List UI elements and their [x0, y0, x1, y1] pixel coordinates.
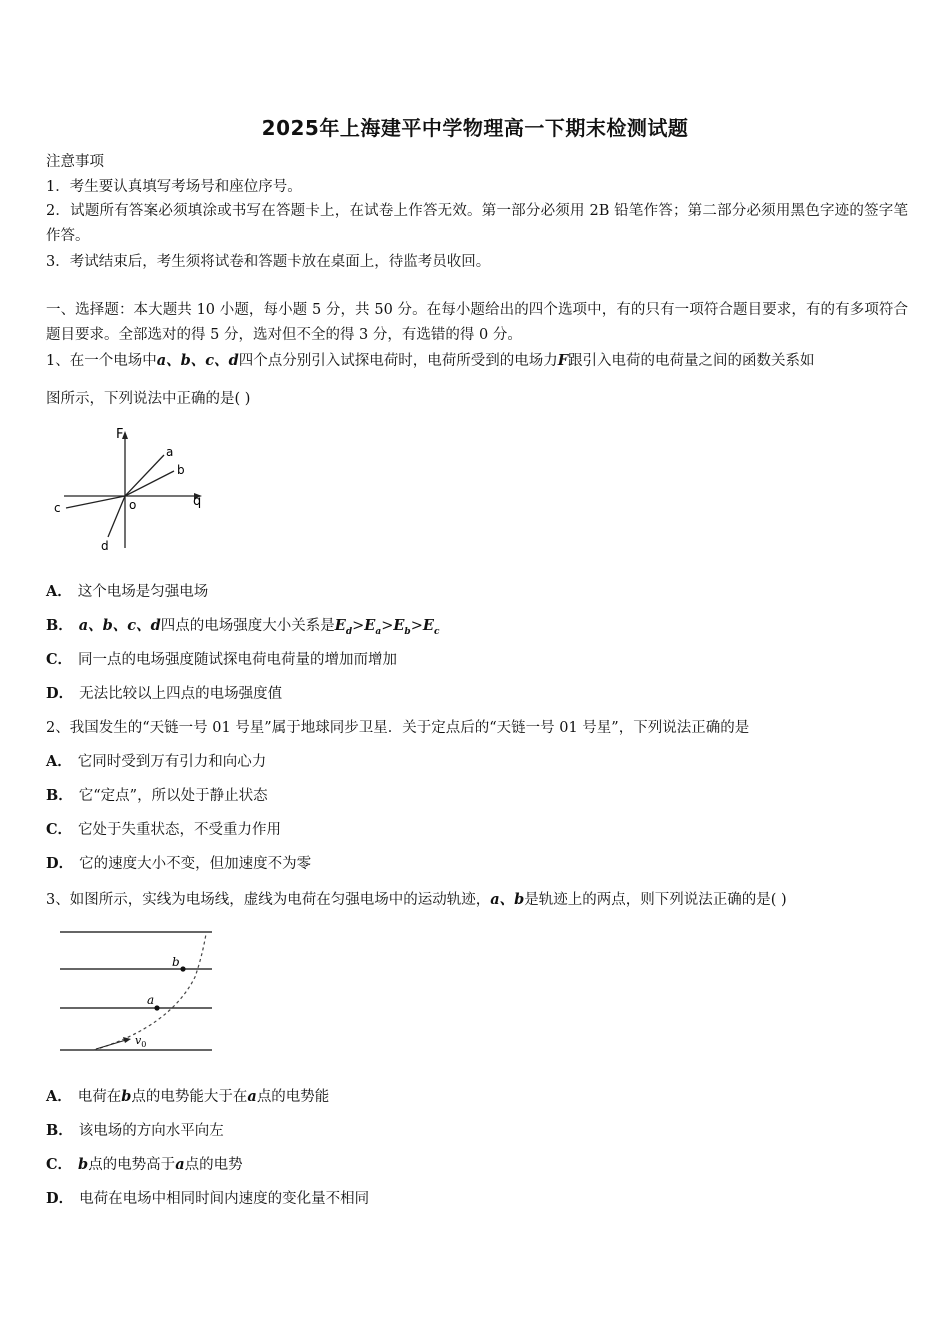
- label-F: F: [116, 427, 124, 442]
- point-a: [154, 1005, 159, 1010]
- q2-option-a: A． 它同时受到万有引力和向心力: [46, 753, 267, 770]
- q1-stem-line2: 图所示，下列说法中正确的是( ): [46, 391, 251, 407]
- page-title: 2025年上海建平中学物理高一下期末检测试题: [261, 116, 689, 140]
- label-b: b: [172, 955, 180, 969]
- q1-option-a: A． 这个电场是匀强电场: [46, 583, 209, 600]
- notice-heading: 注意事项: [46, 154, 104, 170]
- q3-option-a: A． 电荷在b点的电势能大于在a点的电势能: [46, 1088, 330, 1105]
- q3-option-b: B． 该电场的方向水平向左: [46, 1122, 224, 1139]
- q1-option-b: B． a、b、c、d四点的电场强度大小关系是$E_d>E_a>E_b>E_c$: [46, 617, 440, 637]
- velocity-arrow: [96, 1040, 126, 1049]
- label-v0: $v_0$: [135, 1034, 147, 1049]
- notice-item-3: 3．考试结束后，考生须将试卷和答题卡放在桌面上，待监考员收回。: [46, 254, 491, 270]
- q2-option-b: B． 它“定点”，所以处于静止状态: [46, 787, 268, 804]
- line-a: [125, 455, 164, 496]
- point-b: [180, 966, 185, 971]
- trajectory: [94, 934, 206, 1050]
- line-d: [108, 496, 125, 537]
- label-b: b: [177, 463, 185, 477]
- velocity-arrowhead: [123, 1037, 131, 1043]
- notice-item-1: 1．考生要认真填写考场号和座位序号。: [46, 179, 302, 195]
- label-d: d: [101, 539, 109, 553]
- q3-option-d: D． 电荷在电场中相同时间内速度的变化量不相同: [46, 1190, 370, 1207]
- q3-stem: 3、如图所示，实线为电场线，虚线为电荷在匀强电场中的运动轨迹，a、b是轨迹上的两点，则下列说法正确的是( ): [46, 891, 787, 908]
- label-o: o: [129, 498, 137, 512]
- q1-option-c: C． 同一点的电场强度随试探电荷电荷量的增加而增加: [46, 651, 398, 668]
- q1-stem: 1、在一个电场中a、b、c、d四个点分别引入试探电荷时，电荷所受到的电场力F跟引入电荷的电荷量之间的函数关系如: [46, 352, 815, 369]
- q2-option-c: C． 它处于失重状态，不受重力作用: [46, 821, 282, 838]
- label-c: c: [54, 501, 61, 515]
- section-heading: 一、选择题：本大题共 10 小题，每小题 5 分，共 50 分。在每小题给出的四个选项中，有的只有一项符合题目要求，有的有多项符合题目要求。全部选对的得 5 分，选对但不全的得 3 分，有选错的得 0 分。: [46, 302, 908, 343]
- label-a: a: [147, 993, 155, 1007]
- q3-option-c: C． b点的电势高于a点的电势: [46, 1156, 243, 1173]
- q2-stem: 2、我国发生的“天链一号 01 号星”属于地球同步卫星．关于定点后的“天链一号 01 号星”，下列说法正确的是: [46, 720, 750, 736]
- notice-item-2: 2．试题所有答案必须填涂或书写在答题卡上，在试卷上作答无效。第一部分必须用 2B 铅笔作答；第二部分必须用黑色字迹的签字笔作答。: [46, 203, 908, 244]
- q1-option-d: D． 无法比较以上四点的电场强度值: [46, 685, 283, 702]
- line-c: [66, 496, 125, 508]
- label-q: q: [193, 494, 202, 509]
- q2-option-d: D． 它的速度大小不变，但加速度不为零: [46, 855, 312, 872]
- q1-figure: [50, 423, 210, 555]
- label-a: a: [166, 445, 174, 459]
- line-b: [125, 471, 174, 496]
- q3-figure: [50, 922, 220, 1057]
